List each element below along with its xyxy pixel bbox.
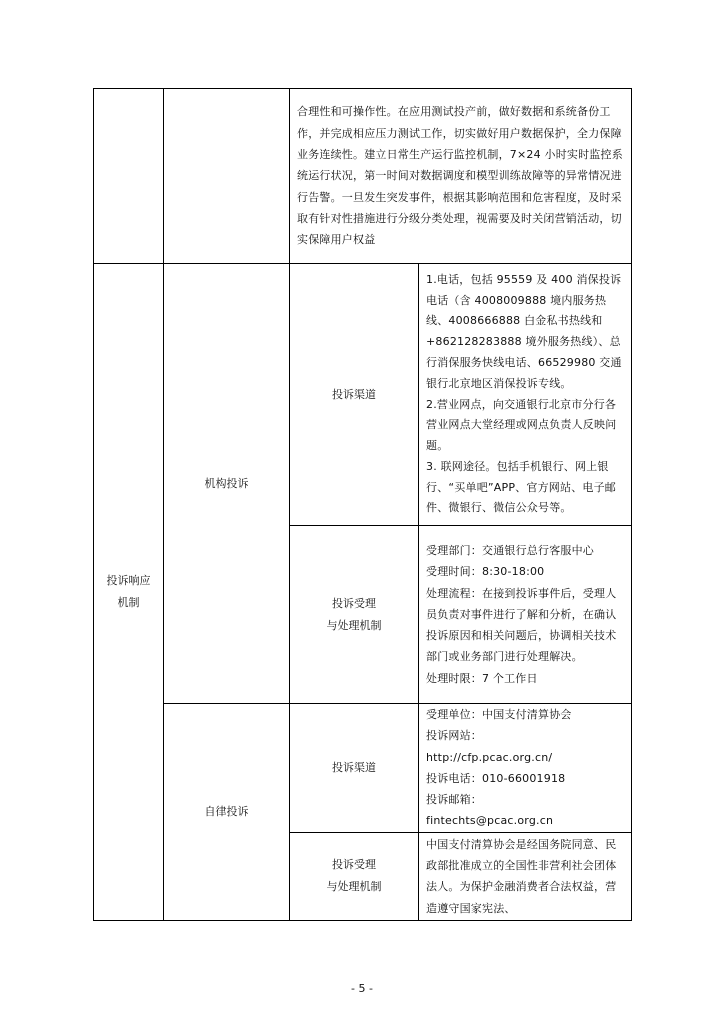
cell-text: 合理性和可操作性。在应用测试投产前，做好数据和系统备份工作，并完成相应压力测试工作，切实做好用户数据保护，全力保障业务连续性。建立日常生产运行监控机制，7×24 小时实时监控系统运行状况，第一时间对数据调度和模型训练故障等的异常情况进行告警。一旦发生突发事件，根据其影响范围和危害程度，及时采取有针对性措施进行分级分类处理，视需要及时关闭营销活动，切实保障用户权益 <box>297 105 623 247</box>
channel-text: 1.电话，包括 95559 及 400 消保投诉电话（含 4008009888 境内服务热线、4008666888 白金私书热线和+862128283888 境外服务热线）、总行消保服务快线电话、66529980 交通银行北京地区消保投诉专线。 2.营业网点，向交通银行北京市分行各营业网点大堂经理或网点负责人反映问题。 3. 联网途径。包括手机银行、网上银行、“买单吧”APP、官方网站、电子邮件、微银行、微信公众号等。 <box>426 272 622 515</box>
channel-label: 投诉渠道 <box>332 387 376 401</box>
channel-label-cell <box>290 264 419 526</box>
table-row <box>94 89 632 264</box>
institution-complaint-label-cell <box>164 264 290 704</box>
page-number: - 5 - <box>351 982 373 995</box>
handling-text-cell <box>419 526 632 704</box>
handling-label-cell <box>290 526 419 704</box>
channel-text-cell <box>419 704 632 833</box>
table-cell <box>94 89 164 264</box>
channel-text: 受理单位：中国支付清算协会 投诉网站： http://cfp.pcac.org.cn/ 投诉电话：010-66001918 投诉邮箱： fintechts@pcac.org.cn <box>426 708 572 828</box>
table-row <box>94 704 632 833</box>
institution-complaint-label: 机构投诉 <box>204 476 249 490</box>
channel-label-cell <box>290 704 419 833</box>
channel-text-cell <box>419 264 632 526</box>
handling-text-cell <box>419 832 632 920</box>
channel-label: 投诉渠道 <box>332 760 376 774</box>
self-regulatory-label-cell <box>164 704 290 921</box>
table-row <box>94 264 632 526</box>
handling-label: 投诉受理 与处理机制 <box>326 858 382 894</box>
document-table <box>93 88 632 921</box>
handling-text: 中国支付清算协会是经国务院同意、民政部批准成立的全国性非营利社会团体法人。为保护金融消费者合法权益，营造遵守国家宪法、 <box>426 837 617 915</box>
handling-label-cell <box>290 832 419 920</box>
section-label: 投诉响应 机制 <box>106 573 151 609</box>
self-regulatory-label: 自律投诉 <box>204 804 249 818</box>
handling-label: 投诉受理 与处理机制 <box>326 596 382 632</box>
table-cell <box>164 89 290 264</box>
handling-text: 受理部门：交通银行总行客服中心 受理时间：8:30-18:00 处理流程：在接到投诉事件后，受理人员负责对事件进行了解和分析，在确认投诉原因和相关问题后，协调相关技术部门或业务部门进行处理解决。 处理时限：7 个工作日 <box>426 543 617 685</box>
section-label-cell <box>94 264 164 921</box>
continued-text-cell <box>290 89 632 264</box>
